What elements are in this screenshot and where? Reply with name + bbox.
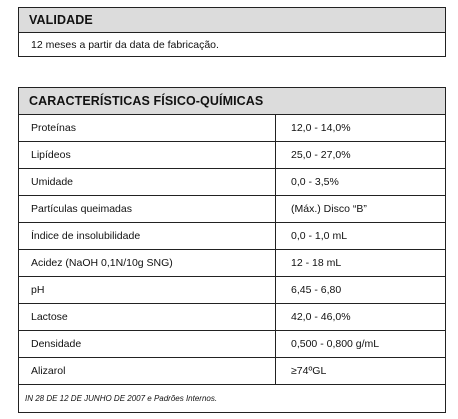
property-name: Alizarol <box>19 358 276 384</box>
property-name: pH <box>19 277 276 303</box>
properties-table <box>19 115 445 385</box>
property-value: 0,0 - 1,0 mL <box>291 230 348 242</box>
property-name: Lipídeos <box>19 142 276 168</box>
validade-text: 12 meses a partir da data de fabricação. <box>31 39 219 51</box>
table-row <box>19 196 445 223</box>
property-value: 25,0 - 27,0% <box>291 149 351 161</box>
table-row <box>19 250 445 277</box>
property-name: Partículas queimadas <box>19 196 276 222</box>
property-value: 42,0 - 46,0% <box>291 311 351 323</box>
footnote: IN 28 DE 12 DE JUNHO DE 2007 e Padrões Internos. <box>25 393 218 403</box>
table-row <box>19 142 445 169</box>
property-value: (Máx.) Disco “B” <box>291 203 367 215</box>
property-value: ≥74ºGL <box>291 365 327 377</box>
validade-section <box>18 7 446 57</box>
property-name: Densidade <box>19 331 276 357</box>
property-name: Acidez (NaOH 0,1N/10g SNG) <box>19 250 276 276</box>
property-value: 12 - 18 mL <box>291 257 342 269</box>
property-value: 0,0 - 3,5% <box>291 176 339 188</box>
property-name: Umidade <box>19 169 276 195</box>
table-row <box>19 304 445 331</box>
table-row <box>19 358 445 385</box>
property-name: Lactose <box>19 304 276 330</box>
property-value: 6,45 - 6,80 <box>291 284 342 296</box>
table-row <box>19 331 445 358</box>
validade-title: VALIDADE <box>19 8 445 33</box>
caracteristicas-section <box>18 87 446 413</box>
property-name: Proteínas <box>19 115 276 141</box>
table-row <box>19 223 445 250</box>
property-name: Índice de insolubilidade <box>19 223 276 249</box>
property-value: 12,0 - 14,0% <box>291 122 351 134</box>
property-value: 0,500 - 0,800 g/mL <box>291 338 380 350</box>
table-row <box>19 277 445 304</box>
table-row <box>19 115 445 142</box>
table-row <box>19 169 445 196</box>
caracteristicas-title: CARACTERÍSTICAS FÍSICO-QUÍMICAS <box>19 88 445 115</box>
